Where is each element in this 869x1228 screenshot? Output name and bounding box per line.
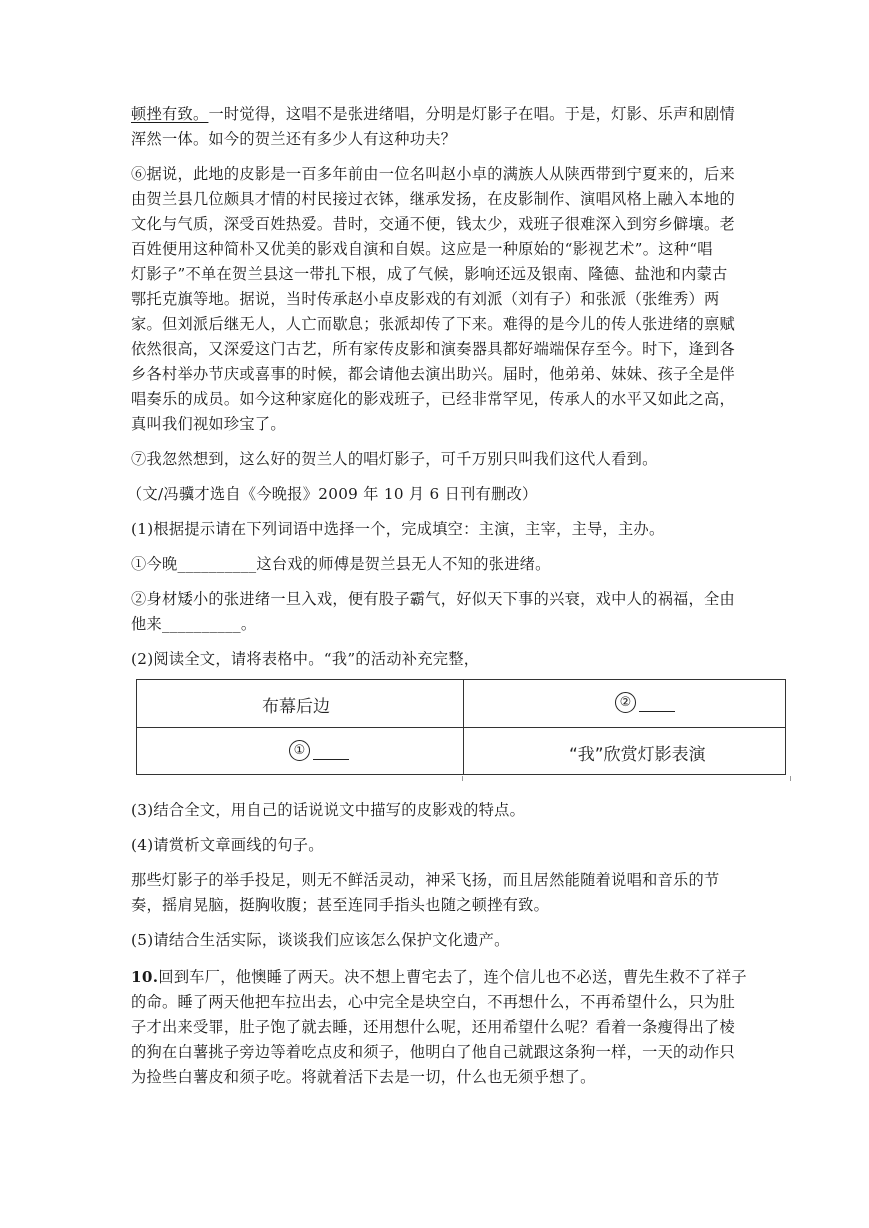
answer-blank (639, 693, 675, 712)
question-4-quote-line1: 那些灯影子的举手投足，则无不鲜活灵动，神采飞扬，而且居然能随着说唱和音乐的节 (131, 871, 720, 889)
scan-mark (462, 776, 463, 781)
question-1-item-b-line2: 他来__________。 (131, 615, 257, 633)
q10-line: 的命。睡了两天他把车拉出去，心中完全是块空白，不再想什么，不再希望什么，只为肚 (131, 993, 736, 1011)
q10-line: 的狗在白薯挑子旁边等着吃点皮和须子，他明白了他自己就跟这条狗一样，一天的动作只 (131, 1043, 736, 1061)
activity-table (136, 679, 786, 775)
para6-line: 由贺兰县几位颇具才情的村民接过衣钵，继承发扬，在皮影制作、演唱风格上融入本地的 (131, 190, 736, 208)
q10-line: 子才出来受罪，肚子饱了就去睡，还用想什么呢，还用希望什么呢？看着一条瘦得出了棱 (131, 1018, 736, 1036)
para6-line: 文化与气质，深受百姓热爱。昔时，交通不便，钱太少，戏班子很难深入到穷乡僻壤。老 (131, 215, 736, 233)
question-3: (3)结合全文，用自己的话说说文中描写的皮影戏的特点。 (131, 801, 526, 819)
para6-line: 鄂托克旗等地。据说，当时传承赵小卓皮影戏的有刘派（刘有子）和张派（张维秀）两 (131, 290, 720, 308)
circled-number: ① (289, 740, 310, 761)
question-4-quote-line2: 奏，摇肩晃脑，挺胸收腹；甚至连同手指头也随之顿挫有致。 (131, 896, 550, 914)
underlined-sentence-end: 顿挫有致。 (131, 105, 209, 123)
passage-line-1: 顿挫有致。一时觉得，这唱不是张进绪唱，分明是灯影子在唱。于是，灯影、乐声和剧情 (131, 105, 736, 123)
para6-line: 百姓便用这种简朴又优美的影戏自演和自娱。这应是一种原始的“影视艺术”。这种“唱 (131, 240, 713, 258)
q10-line: 为捡些白薯皮和须子吃。将就着活下去是一切，什么也无须乎想了。 (131, 1068, 596, 1086)
para6-line: 家。但刘派后继无人，人亡而歇息；张派却传了下来。难得的是今儿的传人张进绪的禀赋 (131, 315, 736, 333)
table-cell-blank-1 (289, 740, 349, 761)
table-cell-blank-2 (615, 692, 675, 713)
para6-line: ⑥据说，此地的皮影是一百多年前由一位名叫赵小卓的满族人从陕西带到宁夏来的，后来 (131, 165, 736, 183)
question-5: (5)请结合生活实际，谈谈我们应该怎么保护文化遗产。 (131, 931, 510, 949)
question-2: (2)阅读全文，请将表格中。“我”的活动补充完整， (131, 650, 480, 668)
question-number: 10. (131, 968, 159, 986)
question-1: (1)根据提示请在下列词语中选择一个，完成填空：主演，主宰，主导，主办。 (131, 520, 665, 538)
para6-line: 依然很高，又深爱这门古艺，所有家传皮影和演奏器具都好端端保存至今。时下，逢到各 (131, 340, 736, 358)
circled-number: ② (615, 692, 636, 713)
para6-line: 唱奏乐的成员。如今这种家庭化的影戏班子，已经非常罕见，传承人的水平又如此之高， (131, 390, 736, 408)
table-divider (137, 727, 785, 728)
question-1-item-a: ①今晚__________这台戏的师傅是贺兰县无人不知的张进绪。 (131, 555, 551, 573)
para7: ⑦我忽然想到，这么好的贺兰人的唱灯影子，可千万别只叫我们这代人看到。 (131, 450, 658, 468)
source-citation: （文/冯骥才选自《今晚报》2009 年 10 月 6 日刊有删改） (127, 485, 538, 503)
table-cell-watch-show: “我”欣赏灯影表演 (569, 745, 706, 765)
question-4: (4)请赏析文章画线的句子。 (131, 836, 324, 854)
para6-line: 乡各村举办节庆或喜事的时候，都会请他去演出助兴。届时，他弟弟、妹妹、孩子全是伴 (131, 365, 736, 383)
scan-mark (790, 776, 791, 781)
question-1-item-b-line1: ②身材矮小的张进绪一旦入戏，便有股子霸气，好似天下事的兴衰，戏中人的祸福，全由 (131, 590, 736, 608)
para6-line: 真叫我们视如珍宝了。 (131, 415, 286, 433)
answer-blank (313, 741, 349, 760)
table-cell-backstage: 布幕后边 (262, 697, 330, 717)
passage-line-2: 浑然一体。如今的贺兰还有多少人有这种功夫？ (131, 130, 457, 148)
q10-line: 10.回到车厂，他懊睡了两天。决不想上曹宅去了，连个信儿也不必送，曹先生救不了祥子 (131, 968, 747, 986)
para6-line: 灯影子”不单在贺兰县这一带扎下根，成了气候，影响还远及银南、隆德、盐池和内蒙古 (131, 265, 728, 283)
